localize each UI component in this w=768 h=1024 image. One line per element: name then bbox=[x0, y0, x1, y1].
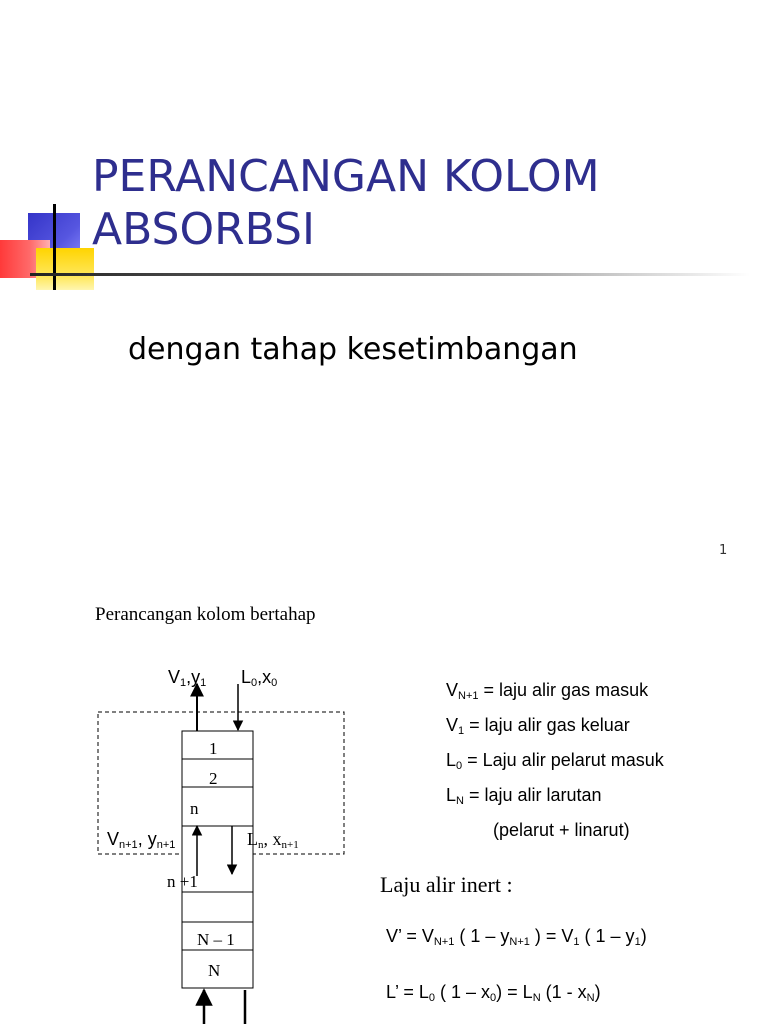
decor-vertical-line bbox=[53, 204, 56, 290]
eq-sub: N bbox=[586, 992, 595, 1004]
eq-part: ) bbox=[594, 982, 601, 1002]
eq-part: L’ = L bbox=[386, 982, 429, 1002]
label-liquid-stage-n bbox=[247, 829, 299, 851]
label-gas-out-base: V bbox=[168, 667, 181, 687]
decor-horizontal-rule bbox=[30, 273, 750, 276]
eq-part: ( 1 – x bbox=[435, 982, 491, 1002]
eq-part: ( 1 – y bbox=[579, 926, 635, 946]
legend-symbol: L bbox=[446, 750, 457, 770]
eq-part: ) = V bbox=[529, 926, 574, 946]
legend-symbol: V bbox=[446, 715, 459, 735]
label-gas-out bbox=[168, 667, 206, 689]
legend-text: = laju alir gas masuk bbox=[478, 680, 649, 700]
page-number: 1 bbox=[719, 543, 728, 558]
label-liquid-stage-n-sep: , bbox=[263, 829, 273, 849]
slide-title-line-2: ABSORBSI bbox=[92, 204, 315, 255]
legend-symbol: V bbox=[446, 680, 459, 700]
label-solvent-in bbox=[241, 667, 277, 689]
slide2-title: Perancangan kolom bertahap bbox=[95, 604, 316, 625]
inert-flow-heading: Laju alir inert : bbox=[380, 872, 513, 897]
slide-title-line-1: PERANCANGAN KOLOM bbox=[92, 151, 600, 202]
label-gas-stage-n-sep: , bbox=[137, 829, 148, 849]
legend-symbol: L bbox=[446, 785, 457, 805]
legend-item bbox=[446, 746, 664, 781]
label-gas-out-sub1: 1 bbox=[180, 677, 187, 689]
eq-part: (1 - x bbox=[540, 982, 587, 1002]
legend-subscript: N+1 bbox=[458, 690, 479, 702]
variable-legend bbox=[446, 676, 664, 845]
legend-item bbox=[446, 711, 664, 746]
stage-label: n +1 bbox=[167, 872, 198, 891]
eq-sub: 1 bbox=[573, 936, 580, 948]
legend-text: = laju alir larutan bbox=[463, 785, 602, 805]
label-gas-stage-n-sub2: n+1 bbox=[156, 839, 176, 851]
legend-text: (pelarut + linarut) bbox=[493, 820, 630, 840]
stage-label: 2 bbox=[209, 769, 218, 788]
stage-label: N – 1 bbox=[197, 930, 235, 949]
slide-subtitle: dengan tahap kesetimbangan bbox=[128, 332, 578, 367]
legend-item bbox=[446, 676, 664, 711]
eq-sub: N+1 bbox=[433, 936, 455, 948]
eq-sub: 0 bbox=[490, 992, 497, 1004]
equation-liquid-inert bbox=[386, 982, 601, 1004]
legend-subscript: 0 bbox=[456, 760, 463, 772]
decor-yellow-square bbox=[36, 248, 94, 290]
label-gas-stage-n-base: V bbox=[107, 829, 120, 849]
eq-sub: N bbox=[532, 992, 541, 1004]
label-solvent-in-base: L bbox=[241, 667, 252, 687]
label-solvent-in-sep: , bbox=[257, 667, 263, 687]
eq-sub: 0 bbox=[428, 992, 435, 1004]
stage-label: 1 bbox=[209, 739, 218, 758]
stage-label: n bbox=[190, 799, 199, 818]
label-liquid-stage-n-base: L bbox=[247, 829, 258, 849]
eq-part: ) = L bbox=[496, 982, 533, 1002]
legend-item bbox=[446, 781, 664, 816]
label-gas-out-sep: , bbox=[186, 667, 192, 687]
legend-text: = Laju alir pelarut masuk bbox=[462, 750, 664, 770]
legend-subscript: N bbox=[456, 795, 464, 807]
legend-item bbox=[446, 816, 664, 845]
equation-gas-inert bbox=[386, 926, 647, 948]
label-solvent-in-sub1: 0 bbox=[251, 677, 258, 689]
label-liquid-stage-n-base2: x bbox=[272, 829, 282, 849]
label-gas-out-base2: y bbox=[191, 667, 201, 687]
stage-label: N bbox=[208, 961, 221, 980]
eq-part: V’ = V bbox=[386, 926, 434, 946]
label-gas-stage-n bbox=[107, 829, 175, 851]
label-liquid-stage-n-sub2: n+1 bbox=[281, 839, 299, 851]
label-gas-stage-n-base2: y bbox=[147, 829, 157, 849]
eq-sub: 1 bbox=[634, 936, 641, 948]
eq-part: ) bbox=[640, 926, 647, 946]
label-gas-out-sub2: 1 bbox=[200, 677, 207, 689]
slide-title bbox=[92, 150, 732, 256]
label-liquid-stage-n-sub1: n bbox=[258, 839, 264, 851]
eq-sub: N+1 bbox=[509, 936, 530, 948]
legend-subscript: 1 bbox=[458, 725, 465, 737]
eq-part: ( 1 – y bbox=[454, 926, 510, 946]
label-solvent-in-base2: x bbox=[262, 667, 272, 687]
legend-text: = laju alir gas keluar bbox=[464, 715, 630, 735]
label-solvent-in-sub2: 0 bbox=[271, 677, 278, 689]
label-gas-stage-n-sub1: n+1 bbox=[119, 839, 138, 851]
